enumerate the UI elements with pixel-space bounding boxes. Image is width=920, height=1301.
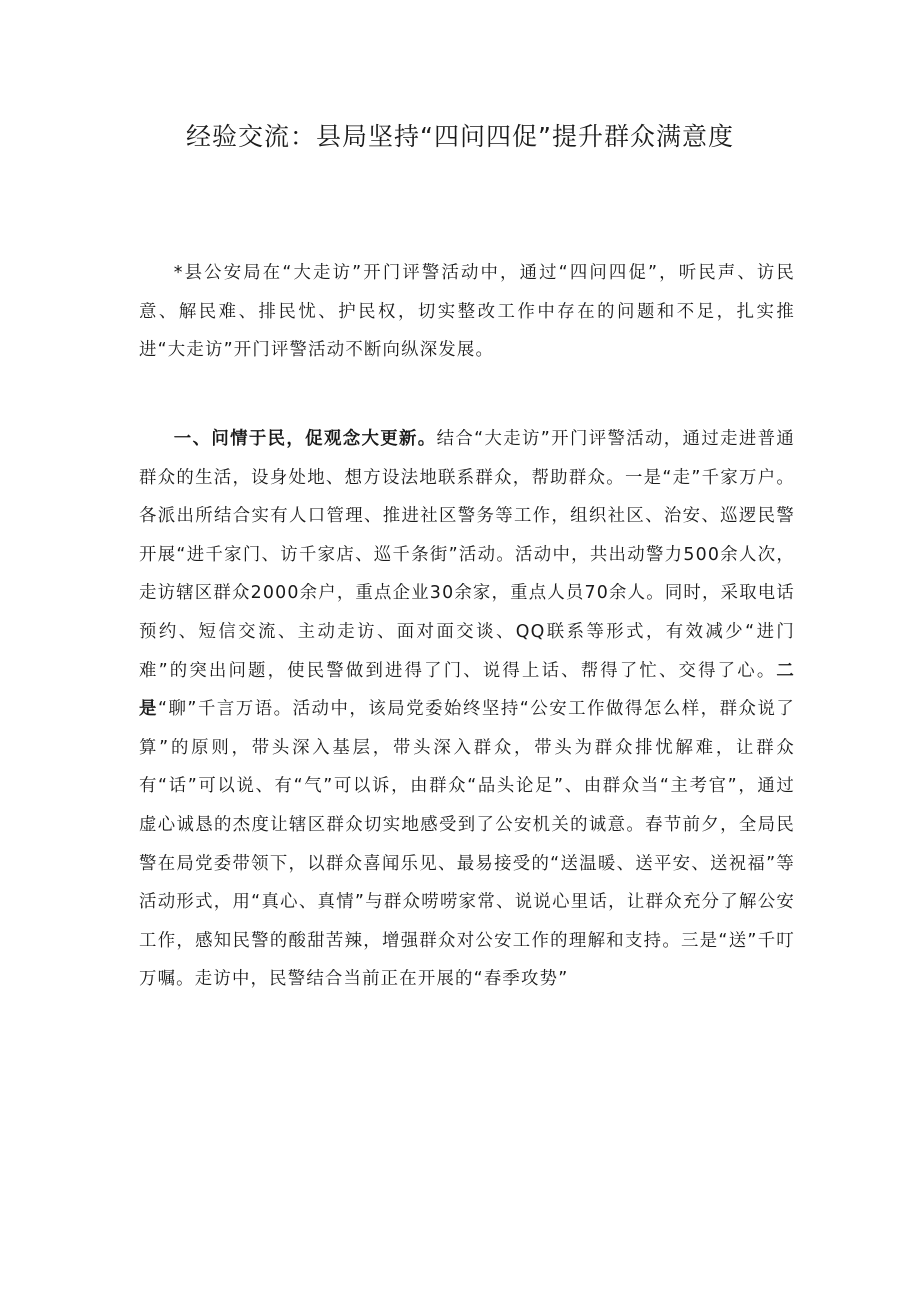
intro-paragraph-block <box>139 254 795 370</box>
section-one-text-b: “聊”千言万语。活动中，该局党委始终坚持“公安工作做得怎么样，群众说了算”的原则，带头深入基层，带头深入群众，带头为群众排忧解难，让群众有“话”可以说、有“气”可以诉，由群众“品头论足”、由群众当“主考官”，通过虚心诚恳的杰度让辖区群众切实地感受到了公安机关的诚意。春节前夕，全局民警在局党委带领下，以群众喜闻乐见、最易接受的“送温暖、送平安、送祝福”等活动形式，用“真心、真情”与群众唠唠家常、说说心里话，让群众充分了解公安工作，感知民警的酸甜苦辣，增强群众对公安工作的理解和支持。三是“送”千叮万嘱。走访中，民警结合当前正在开展的“春季攻势” <box>139 699 795 990</box>
section-one-text-a: 结合“大走访”开门评警活动，通过走进普通群众的生活，设身处地、想方设法地联系群众，帮助群众。一是“走”千家万户。各派出所结合实有人口管理、推进社区警务等工作，组织社区、治安、巡逻民警开展“进千家门、访千家店、巡千条街”活动。活动中，共出动警力500余人次，走访辖区群众2000余户，重点企业30余家，重点人员70余人。同时，采取电话预约、短信交流、主动走访、面对面交谈、QQ联系等形式，有效减少“进门难”的突出问题，使民警做到进得了门、说得上话、帮得了忙、交得了心。 <box>139 429 795 681</box>
intro-paragraph: *县公安局在“大走访”开门评警活动中，通过“四问四促”，听民声、访民意、解民难、排民忧、护民权，切实整改工作中存在的问题和不足，扎实推进“大走访”开门评警活动不断向纵深发展。 <box>139 263 795 361</box>
section-one-point-two-label: 二是 <box>139 660 795 720</box>
section-one-block <box>139 420 795 999</box>
document-title: 经验交流：县局坚持“四问四促”提升群众满意度 <box>186 122 734 151</box>
section-one-paragraph <box>139 420 795 999</box>
section-one-heading: 一、问情于民，促观念大更新。 <box>173 429 437 449</box>
